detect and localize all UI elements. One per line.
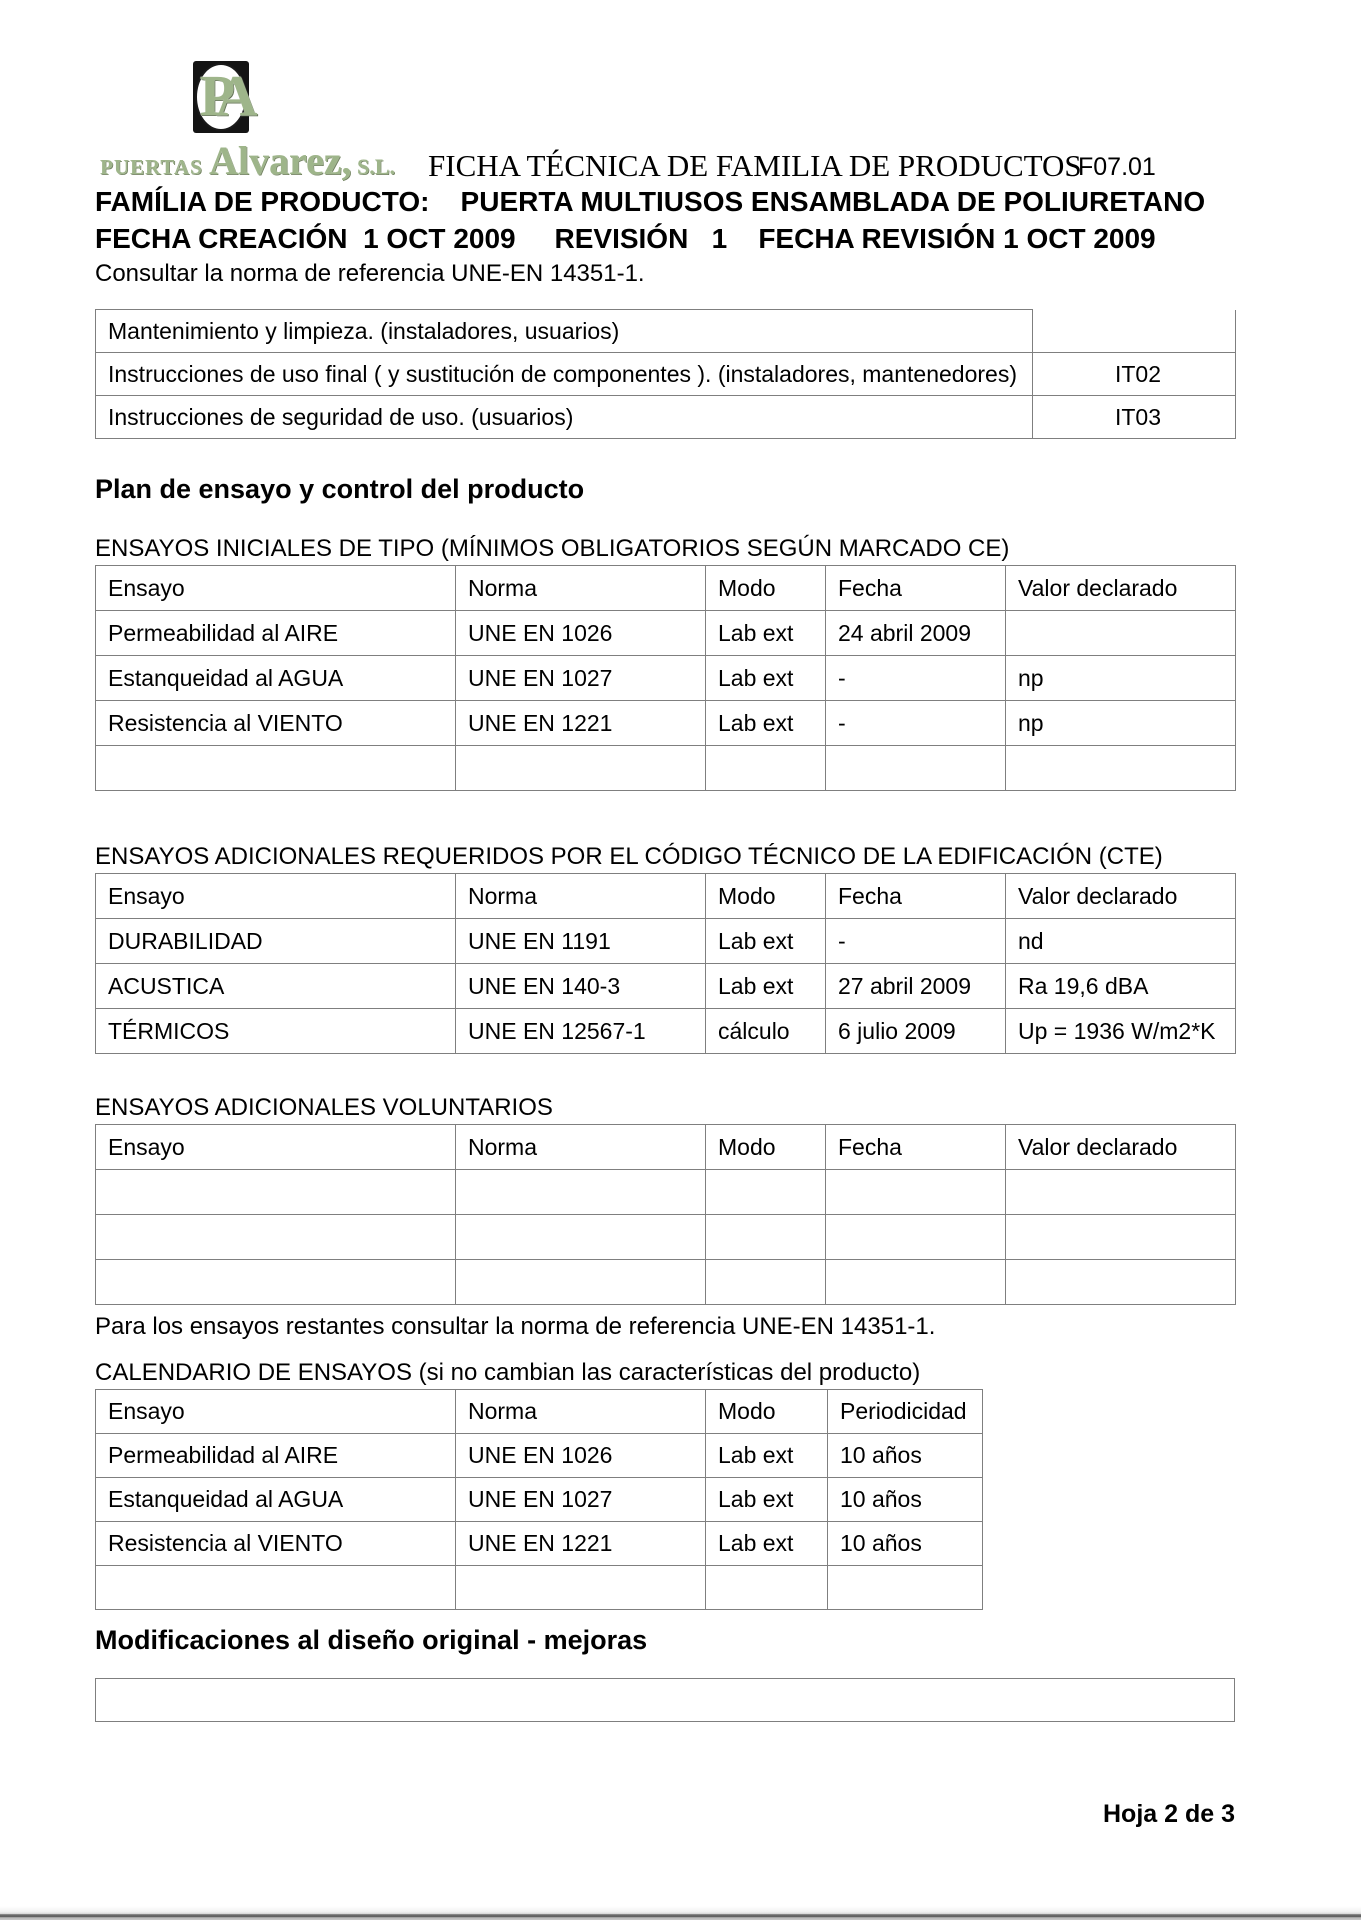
table-cell: UNE EN 1027 — [456, 656, 706, 701]
table-cell — [456, 746, 706, 791]
table-grid — [95, 309, 1236, 439]
table-cell: Ensayo — [96, 1125, 456, 1170]
table-row — [96, 1260, 1236, 1305]
table-cell — [706, 1260, 826, 1305]
logo-suffix: S.L. — [351, 154, 395, 179]
logo-emblem-icon — [193, 61, 249, 133]
calendario-table — [95, 1389, 1255, 1610]
table-row — [96, 566, 1236, 611]
dates-line: FECHA CREACIÓN 1 OCT 2009 REVISIÓN 1 FECHA REVISIÓN 1 OCT 2009 — [95, 223, 1156, 254]
form-code: F07.01 — [1078, 153, 1156, 181]
ensayos-cte-table — [95, 873, 1255, 1054]
table-cell — [456, 1260, 706, 1305]
table-row — [96, 964, 1236, 1009]
logo-prefix: PUERTAS — [100, 155, 209, 179]
table-cell: IT02 — [1033, 353, 1236, 396]
next-page-edge — [0, 1906, 1361, 1920]
table-row — [96, 1009, 1236, 1054]
table-cell: Lab ext — [706, 656, 826, 701]
table-cell — [96, 746, 456, 791]
table-cell: Modo — [706, 874, 826, 919]
modificaciones-empty-box — [95, 1678, 1235, 1722]
table-cell — [1033, 310, 1236, 353]
table-cell: Valor declarado — [1006, 874, 1236, 919]
table-cell — [1006, 1170, 1236, 1215]
table-row — [96, 1390, 983, 1434]
table-cell: 10 años — [828, 1478, 983, 1522]
table-cell: Permeabilidad al AIRE — [96, 611, 456, 656]
modificaciones-heading: Modificaciones al diseño original - mejoras — [95, 1625, 648, 1655]
table-cell — [456, 1566, 706, 1610]
table-cell: 24 abril 2009 — [826, 611, 1006, 656]
company-logo — [100, 55, 430, 183]
table-cell — [826, 1260, 1006, 1305]
table-cell: 10 años — [828, 1434, 983, 1478]
table-cell: Ensayo — [96, 874, 456, 919]
table-cell — [96, 1566, 456, 1610]
page-number: Hoja 2 de 3 — [1103, 1800, 1235, 1828]
table-row — [96, 874, 1236, 919]
table-cell — [1006, 746, 1236, 791]
table-cell: Ra 19,6 dBA — [1006, 964, 1236, 1009]
table-cell: Instrucciones de uso final ( y sustitución de componentes ). (instaladores, mantenedores) — [96, 353, 1033, 396]
table-cell — [1006, 1260, 1236, 1305]
table-cell: Norma — [456, 874, 706, 919]
section-title-ensayos-iniciales: ENSAYOS INICIALES DE TIPO (MÍNIMOS OBLIGATORIOS SEGÚN MARCADO CE) — [95, 535, 1010, 562]
instructions-table — [95, 309, 1255, 439]
doc-title: FICHA TÉCNICA DE FAMILIA DE PRODUCTOS — [428, 148, 1082, 183]
table-cell — [96, 1170, 456, 1215]
table-cell — [706, 1215, 826, 1260]
table-cell — [1006, 1215, 1236, 1260]
table-cell: Lab ext — [706, 1478, 828, 1522]
table-cell: UNE EN 1221 — [456, 1522, 706, 1566]
table-cell: UNE EN 1026 — [456, 611, 706, 656]
table-row — [96, 1125, 1236, 1170]
table-cell: ACUSTICA — [96, 964, 456, 1009]
table-row — [96, 919, 1236, 964]
table-cell: Lab ext — [706, 1434, 828, 1478]
table-cell: Fecha — [826, 874, 1006, 919]
table-cell: Modo — [706, 1125, 826, 1170]
table-cell: Periodicidad — [828, 1390, 983, 1434]
table-cell: UNE EN 12567-1 — [456, 1009, 706, 1054]
table-cell: DURABILIDAD — [96, 919, 456, 964]
table-grid — [95, 1124, 1236, 1305]
ensayos-iniciales-table — [95, 565, 1255, 791]
table-row — [96, 701, 1236, 746]
table-grid — [95, 1389, 983, 1610]
table-cell: UNE EN 1027 — [456, 1478, 706, 1522]
table-cell: Lab ext — [706, 964, 826, 1009]
logo-monogram: PA — [199, 63, 243, 128]
table-cell: Modo — [706, 566, 826, 611]
table-cell: TÉRMICOS — [96, 1009, 456, 1054]
table-grid — [95, 873, 1236, 1054]
table-row — [96, 611, 1236, 656]
table-cell: Permeabilidad al AIRE — [96, 1434, 456, 1478]
table-cell — [1006, 611, 1236, 656]
table-cell: - — [826, 656, 1006, 701]
table-cell: np — [1006, 701, 1236, 746]
table-cell: Instrucciones de seguridad de uso. (usuarios) — [96, 396, 1033, 439]
table-cell: Ensayo — [96, 1390, 456, 1434]
table-cell: UNE EN 1191 — [456, 919, 706, 964]
reference-note: Consultar la norma de referencia UNE-EN 14351-1. — [95, 260, 645, 287]
table-cell — [96, 1215, 456, 1260]
table-cell: 27 abril 2009 — [826, 964, 1006, 1009]
table-cell: Lab ext — [706, 701, 826, 746]
table-cell — [826, 746, 1006, 791]
table-cell: UNE EN 1026 — [456, 1434, 706, 1478]
table-cell — [826, 1215, 1006, 1260]
plan-heading: Plan de ensayo y control del producto — [95, 474, 585, 504]
table-cell — [706, 1566, 828, 1610]
table-row — [96, 1522, 983, 1566]
table-cell: np — [1006, 656, 1236, 701]
table-cell: Up = 1936 W/m2*K — [1006, 1009, 1236, 1054]
table-row — [96, 396, 1236, 439]
table-cell — [828, 1566, 983, 1610]
table-cell: Lab ext — [706, 919, 826, 964]
restantes-note: Para los ensayos restantes consultar la norma de referencia UNE-EN 14351-1. — [95, 1313, 936, 1340]
table-cell: Lab ext — [706, 1522, 828, 1566]
table-grid — [95, 565, 1236, 791]
section-title-calendario: CALENDARIO DE ENSAYOS (si no cambian las características del producto) — [95, 1359, 921, 1386]
table-cell: Resistencia al VIENTO — [96, 1522, 456, 1566]
page-content — [95, 309, 1255, 1722]
logo-wordmark — [100, 137, 440, 184]
table-cell — [706, 1170, 826, 1215]
table-cell: nd — [1006, 919, 1236, 964]
table-cell: Resistencia al VIENTO — [96, 701, 456, 746]
table-row — [96, 353, 1236, 396]
table-cell — [706, 746, 826, 791]
table-cell: Estanqueidad al AGUA — [96, 656, 456, 701]
table-row — [96, 746, 1236, 791]
table-cell — [456, 1170, 706, 1215]
table-cell: Valor declarado — [1006, 566, 1236, 611]
table-cell: 6 julio 2009 — [826, 1009, 1006, 1054]
product-family-line: FAMÍLIA DE PRODUCTO: PUERTA MULTIUSOS ENSAMBLADA DE POLIURETANO — [95, 186, 1206, 217]
table-cell: Norma — [456, 1390, 706, 1434]
table-cell: Estanqueidad al AGUA — [96, 1478, 456, 1522]
section-title-ensayos-cte: ENSAYOS ADICIONALES REQUERIDOS POR EL CÓDIGO TÉCNICO DE LA EDIFICACIÓN (CTE) — [95, 843, 1163, 870]
table-cell: Fecha — [826, 1125, 1006, 1170]
table-cell — [826, 1170, 1006, 1215]
logo-name: Alvarez, — [208, 138, 352, 183]
section-title-ensayos-voluntarios: ENSAYOS ADICIONALES VOLUNTARIOS — [95, 1094, 553, 1121]
table-cell: - — [826, 701, 1006, 746]
table-row — [96, 1478, 983, 1522]
table-cell: Valor declarado — [1006, 1125, 1236, 1170]
table-cell: - — [826, 919, 1006, 964]
table-cell: UNE EN 1221 — [456, 701, 706, 746]
table-cell — [96, 1260, 456, 1305]
table-cell: Ensayo — [96, 566, 456, 611]
table-row — [96, 656, 1236, 701]
table-cell: Mantenimiento y limpieza. (instaladores, usuarios) — [96, 310, 1033, 353]
table-cell: Lab ext — [706, 611, 826, 656]
table-row — [96, 310, 1236, 353]
table-cell: Fecha — [826, 566, 1006, 611]
ensayos-voluntarios-table — [95, 1124, 1255, 1305]
table-cell — [456, 1215, 706, 1260]
table-cell: IT03 — [1033, 396, 1236, 439]
table-row — [96, 1215, 1236, 1260]
table-row — [96, 1566, 983, 1610]
table-cell: UNE EN 140-3 — [456, 964, 706, 1009]
table-cell: Norma — [456, 1125, 706, 1170]
table-row — [96, 1434, 983, 1478]
table-cell: cálculo — [706, 1009, 826, 1054]
table-row — [96, 1170, 1236, 1215]
table-cell: Norma — [456, 566, 706, 611]
table-cell: 10 años — [828, 1522, 983, 1566]
table-cell: Modo — [706, 1390, 828, 1434]
